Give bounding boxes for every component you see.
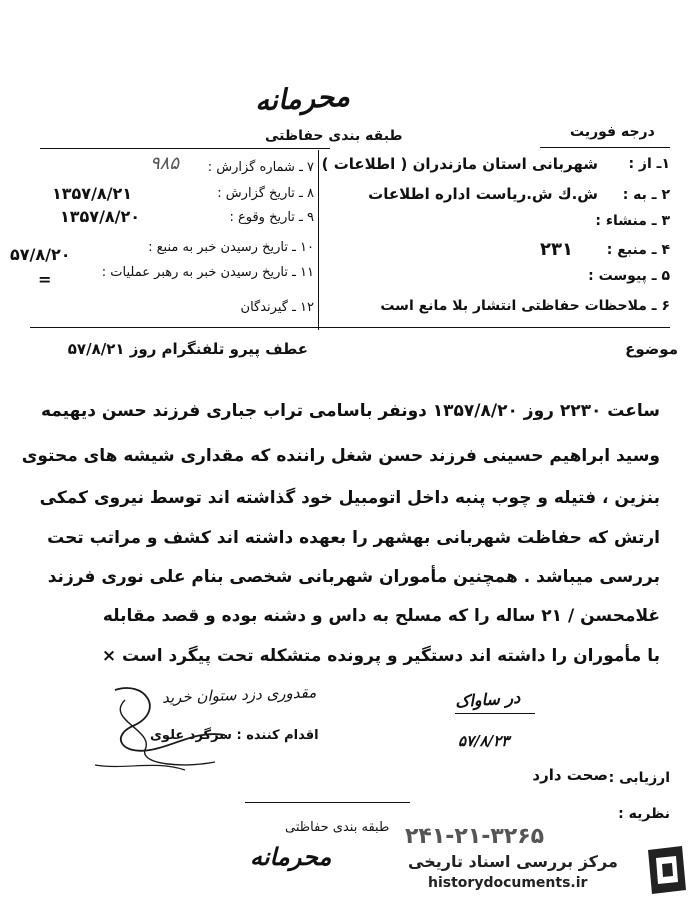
field-event-date-label: ۹ ـ تاریخ وقوع :	[229, 210, 314, 225]
field-from-value: شهربانی استان مازندران ( اطلاعات )	[321, 155, 598, 173]
body-line-5: بررسی میباشد . همچنین مأموران شهربانی شخصی بنام علی نوری فرزند	[47, 567, 660, 587]
field-ops-date-value: =	[38, 270, 52, 289]
field-from-label: ۱ـ از :	[628, 156, 670, 172]
field-receipt-date-value: ۵۷/۸/۲۰	[10, 245, 71, 264]
body-line-3: بنزین ، فتیله و چوب پنبه داخل اتومبیل خود گذاشته اند توسط نیروی کمکی	[39, 488, 660, 508]
document-number: ۲۴۱-۲۱-۳۲۶۵	[405, 824, 545, 849]
column-divider	[318, 150, 319, 330]
field-report-number-label: ۷ ـ شماره گزارش :	[207, 160, 314, 175]
top-classification-handwritten: محرمانه	[254, 79, 351, 118]
field-to-value: ش.ك ش.ریاست اداره اطلاعات	[368, 185, 598, 203]
header-bottom-line	[30, 327, 670, 328]
watermark-logo-icon	[642, 842, 690, 898]
footer-classification-label: طبقه بندی حفاظتی	[285, 820, 390, 835]
field-event-date-value: ۱۳۵۷/۸/۲۰	[60, 207, 141, 226]
watermark-url: historydocuments.ir	[428, 875, 588, 891]
signature-note-left-1: در ساواک	[454, 687, 521, 712]
field-source-label: ۴ ـ منبع :	[606, 242, 670, 258]
signature-scribble-icon	[85, 670, 235, 780]
opinion-label: نظریه :	[618, 806, 670, 822]
field-ops-date-label: ۱۱ ـ تاریخ رسیدن خبر به رهبر عملیات :	[101, 265, 314, 280]
field-security-notes: ۶ ـ ملاحظات حفاظتی انتشار بلا مانع است	[380, 298, 670, 314]
action-by-label: اقدام کننده : سرگرد علوی	[150, 728, 319, 743]
body-line-7: با مأموران را داشته اند دستگیر و پرونده متشکله تحت پیگرد است ×	[101, 646, 660, 666]
watermark-title: مرکز بررسی اسناد تاریخی	[408, 852, 618, 871]
field-report-date-label: ۸ ـ تاریخ گزارش :	[217, 186, 314, 201]
footer-classification-value: محرمانه	[250, 842, 332, 871]
field-report-date-value: ۱۳۵۷/۸/۲۱	[52, 184, 133, 203]
field-source-value: ۲۳۱	[540, 239, 573, 260]
subject-value: عطف پیرو تلفنگرام روز ۵۷/۸/۲۱	[67, 340, 308, 358]
urgency-label: درجه فوریت	[570, 124, 655, 140]
evaluation-value: صحت دارد	[532, 766, 608, 784]
footer-classification-line	[245, 802, 410, 803]
body-line-6: غلامحسن / ۲۱ ساله را که مسلح به داس و دشنه بوده و قصد مقابله	[102, 606, 660, 626]
field-receipt-date-label: ۱۰ ـ تاریخ رسیدن خبر به منبع :	[148, 240, 314, 255]
field-attachment-label: ۵ ـ پیوست :	[588, 268, 670, 284]
field-recipients-label: ۱۲ ـ گیرندگان	[240, 300, 314, 315]
subject-label: موضوع	[625, 340, 678, 358]
body-line-1: ساعت ۲۲۳۰ روز ۱۳۵۷/۸/۲۰ دونفر باسامی تراب جباری فرزند حسن دیهیمه	[40, 401, 660, 421]
signature-note-right: مقدوری دزد ستوان خرید	[161, 683, 317, 707]
signature-note-left-2: ۵۷/۸/۲۳	[458, 732, 510, 750]
field-origin-label: ۳ ـ منشاء :	[595, 213, 670, 229]
evaluation-label: ارزیابی :	[608, 770, 670, 786]
signature-note-left-underline	[455, 713, 535, 714]
urgency-underline	[540, 147, 670, 148]
classification-underline	[40, 148, 330, 149]
body-line-2: وسید ابراهیم حسینی فرزند حسن شغل راننده که مقداری شیشه های محتوی	[21, 446, 660, 466]
body-line-4: ارتش که حفاظت شهربانی بهشهر را بعهده داشته اند کشف و مراتب تحت	[47, 528, 660, 548]
classification-label: طبقه بندی حفاظتی	[265, 128, 403, 144]
field-to-label: ۲ ـ به :	[622, 187, 670, 203]
field-report-number-value: ۹۸۵	[150, 153, 180, 174]
